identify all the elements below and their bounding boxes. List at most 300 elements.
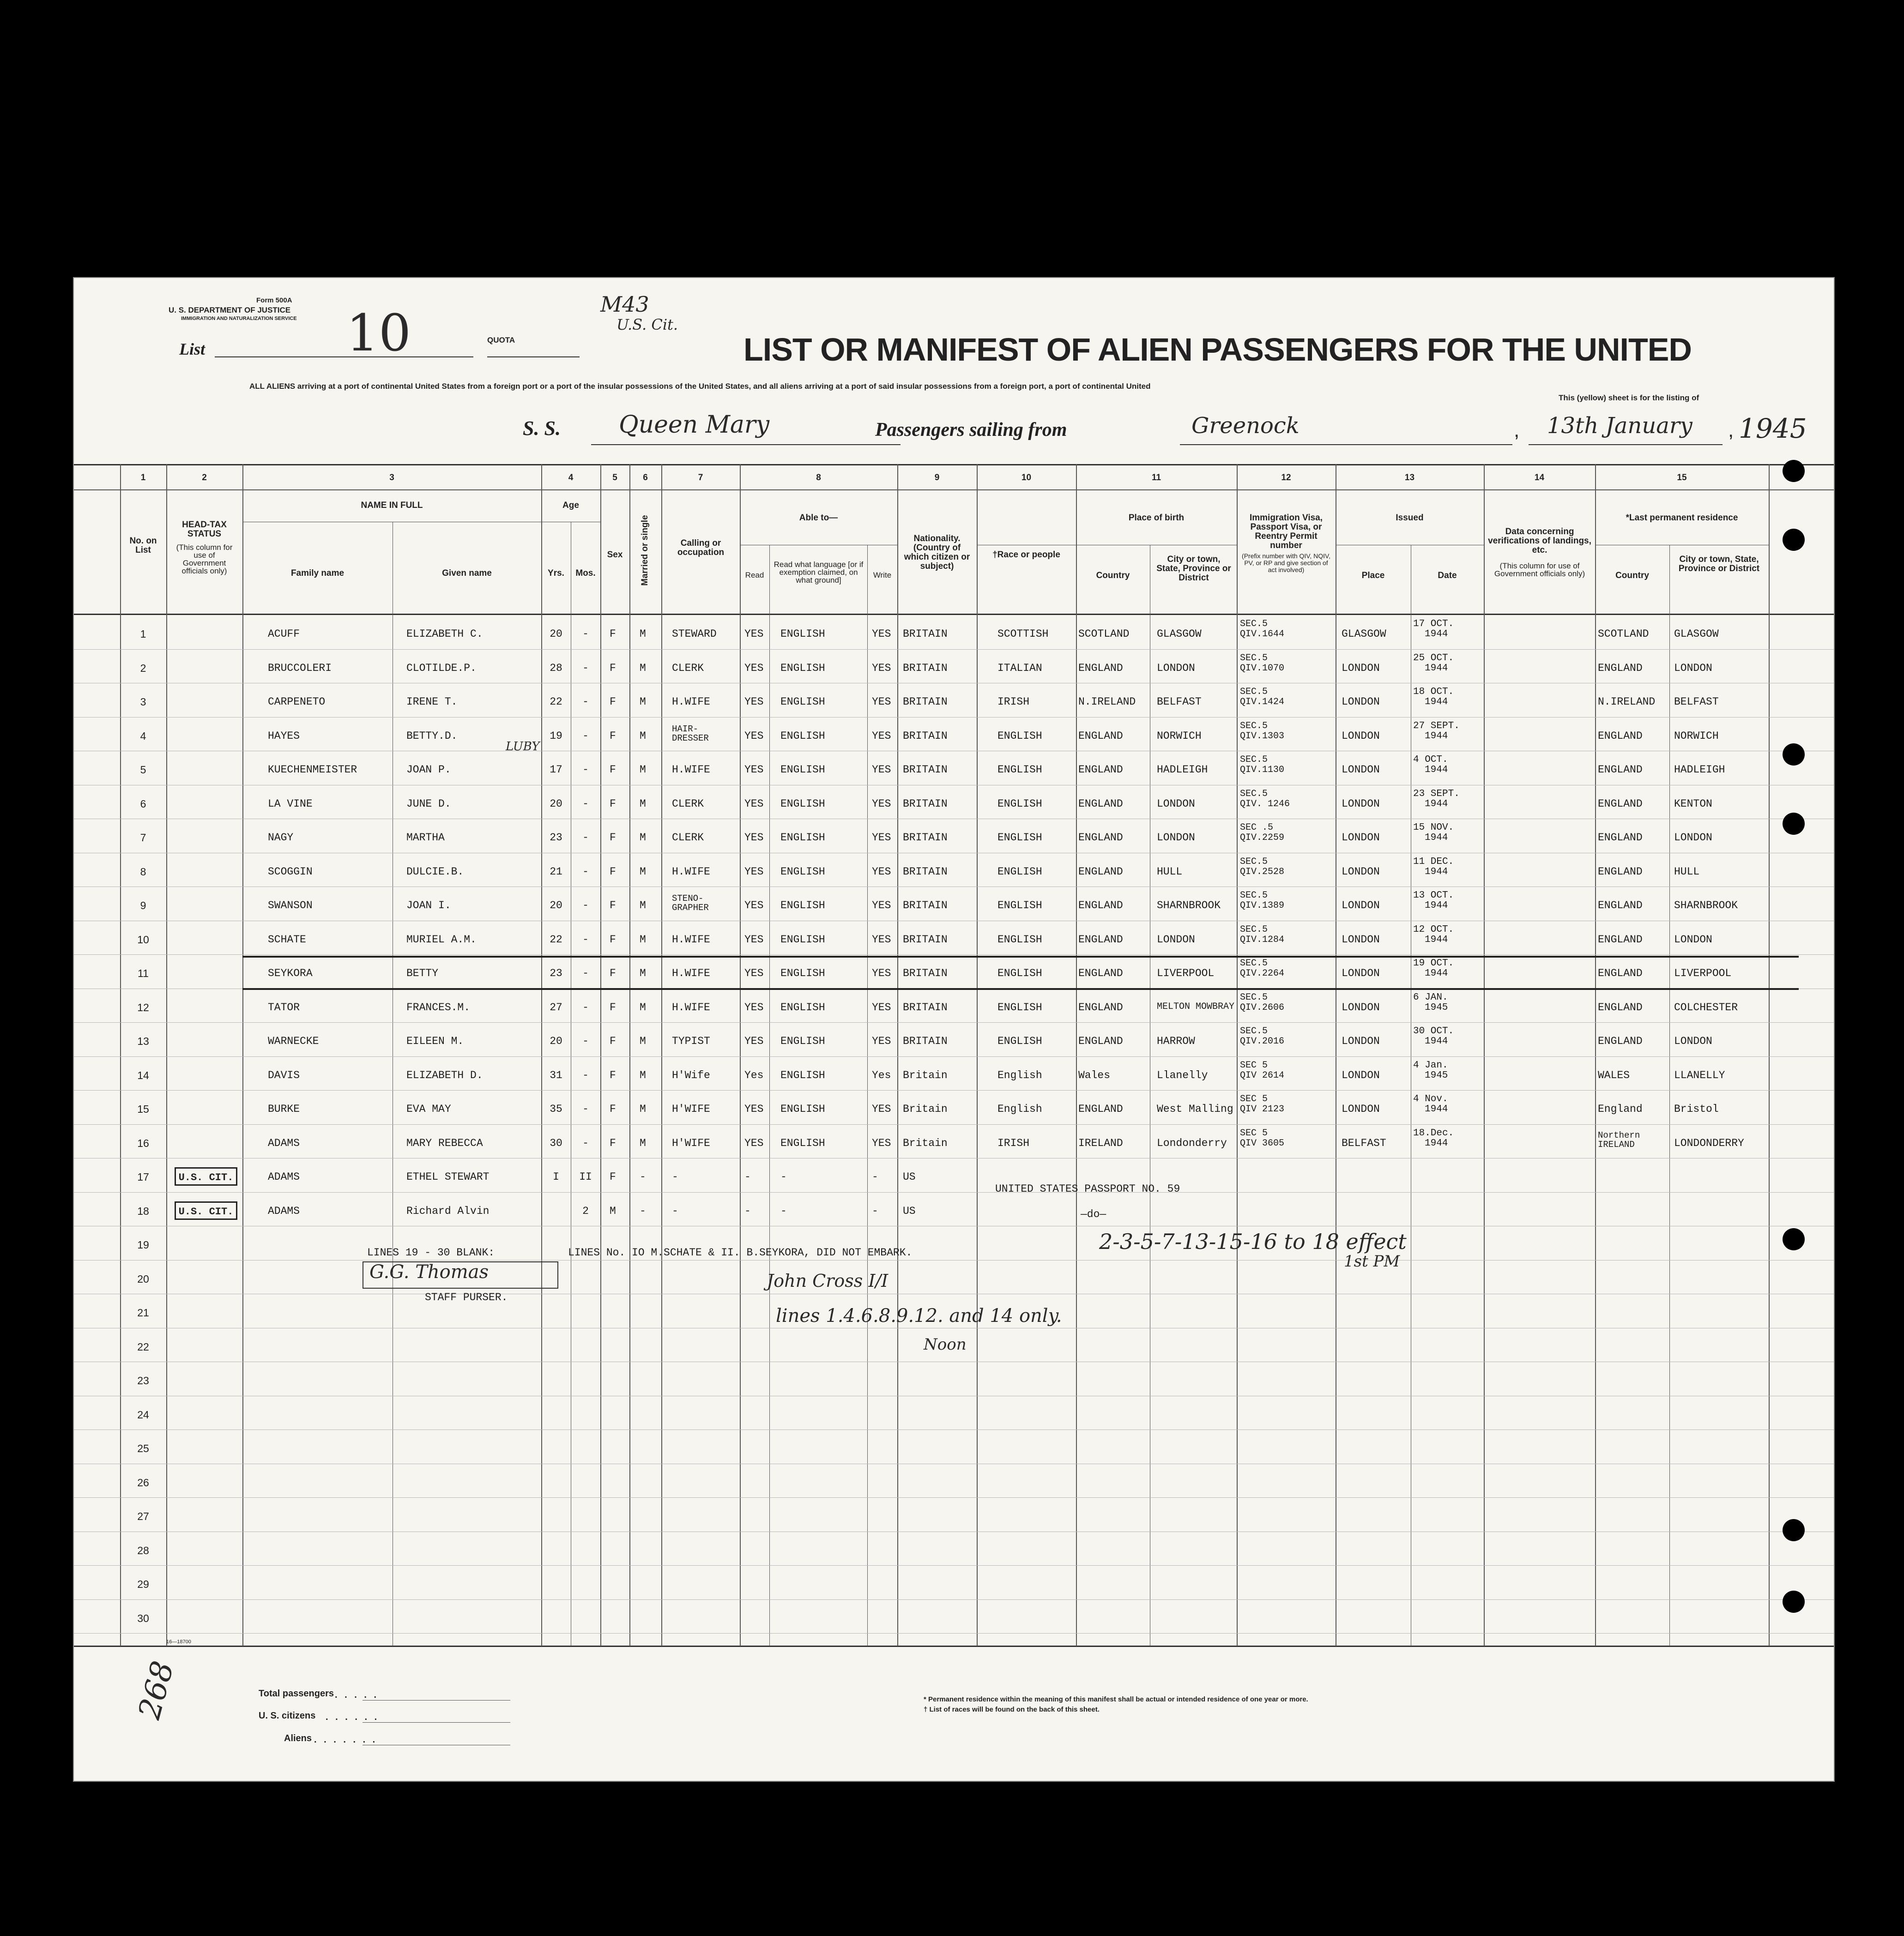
issued-date: 30 OCT. — [1413, 1026, 1454, 1037]
read: YES — [744, 662, 764, 674]
nationality: Britain — [903, 1069, 948, 1081]
visa-section: SEC.5 — [1240, 1026, 1268, 1037]
header-no-on-list: No. on List — [129, 536, 157, 555]
marital-status: M — [640, 1035, 646, 1047]
visa-number: QIV.1070 — [1240, 663, 1285, 674]
margin-note-us-cit: U.S. Cit. — [617, 316, 678, 333]
header-birth-city: City or town, State, Province or District — [1156, 555, 1231, 583]
read-language: ENGLISH — [780, 1137, 825, 1149]
occupation: HAIR-DRESSER — [672, 724, 709, 743]
occupation: CLERK — [672, 798, 704, 810]
departure-port: Greenock — [1191, 413, 1300, 439]
col-num-15: 15 — [1677, 473, 1687, 482]
nationality: BRITAIN — [903, 934, 948, 946]
residence-city: SHARNBROOK — [1674, 899, 1738, 911]
write: - — [872, 1205, 878, 1217]
birth-country: ENGLAND — [1078, 662, 1123, 674]
read-language: ENGLISH — [780, 662, 825, 674]
write: YES — [872, 1035, 891, 1047]
purser-signature: G.G. Thomas — [369, 1261, 489, 1283]
write: YES — [872, 967, 891, 979]
sex: F — [610, 764, 616, 776]
family-name: LA VINE — [268, 798, 313, 810]
issued-date: 18 OCT. — [1413, 687, 1454, 697]
row-rule — [74, 1022, 1834, 1023]
birth-country: ENGLAND — [1078, 730, 1123, 742]
occupation: H.WIFE — [672, 967, 710, 979]
residence-city: LONDON — [1674, 934, 1712, 946]
header-given-name: Given name — [442, 568, 492, 578]
race: ENGLISH — [997, 967, 1042, 979]
sex: F — [610, 934, 616, 946]
sex: F — [610, 832, 616, 844]
marital-status: M — [640, 967, 646, 979]
sex: F — [610, 967, 616, 979]
read-language: - — [780, 1171, 787, 1183]
birth-country: ENGLAND — [1078, 967, 1123, 979]
birth-city: LONDON — [1157, 832, 1195, 844]
ship-name: Queen Mary — [619, 411, 770, 439]
read: YES — [744, 798, 764, 810]
department-name: U. S. DEPARTMENT OF JUSTICE — [169, 306, 291, 314]
officer-signature: John Cross I/I — [767, 1271, 889, 1291]
issued-place: LONDON — [1342, 1069, 1380, 1081]
given-name: JUNE D. — [406, 798, 451, 810]
visa-section: SEC .5 — [1240, 822, 1274, 833]
issued-date: 6 JAN. — [1413, 992, 1448, 1003]
read-language: ENGLISH — [780, 628, 825, 640]
family-name: ACUFF — [268, 628, 300, 640]
nationality: US — [903, 1205, 916, 1217]
col-num-2: 2 — [202, 473, 207, 482]
line-number: 9 — [140, 899, 146, 911]
family-name: BURKE — [268, 1103, 300, 1115]
handwritten-lines-note: lines 1.4.6.8.9.12. and 14 only. — [776, 1305, 1062, 1327]
visa-section: SEC.5 — [1240, 619, 1268, 629]
col-num-7: 7 — [698, 473, 703, 482]
occupation: H'Wife — [672, 1069, 710, 1081]
write: - — [872, 1171, 878, 1183]
col-num-12: 12 — [1281, 473, 1291, 482]
header-mos: Mos. — [575, 568, 596, 578]
write: YES — [872, 866, 891, 878]
line-number: 2 — [140, 662, 146, 674]
issued-place: LONDON — [1342, 1103, 1380, 1115]
col-num-13: 13 — [1404, 473, 1415, 482]
header-issued-date: Date — [1438, 571, 1457, 580]
header-write: Write — [873, 571, 892, 579]
read-language: ENGLISH — [780, 832, 825, 844]
birth-city: LONDON — [1157, 798, 1195, 810]
issued-place: LONDON — [1342, 730, 1380, 742]
marital-status: M — [640, 1069, 646, 1081]
sex: F — [610, 1001, 616, 1013]
us-citizen-stamp: U.S. CIT. — [175, 1201, 237, 1220]
birth-city: HULL — [1157, 866, 1183, 878]
nationality: Britain — [903, 1137, 948, 1149]
footer-note-residence: * Permanent residence within the meaning of this manifest shall be actual or intended residence of one year or more. — [924, 1695, 1308, 1703]
given-name: JOAN I. — [406, 899, 451, 911]
issued-year: 1944 — [1425, 935, 1448, 945]
occupation: H.WIFE — [672, 1001, 710, 1013]
read: YES — [744, 832, 764, 844]
occupation: CLERK — [672, 832, 704, 844]
visa-number: QIV.1424 — [1240, 697, 1285, 707]
header-issued: Issued — [1396, 513, 1424, 523]
sex: F — [610, 1069, 616, 1081]
read-language: ENGLISH — [780, 1069, 825, 1081]
age-months: - — [582, 696, 589, 708]
total-passengers-label: Total passengers — [259, 1689, 334, 1699]
col-num-6: 6 — [643, 473, 648, 482]
header-married: Married or single — [640, 515, 650, 586]
birth-city: West Malling — [1157, 1103, 1233, 1115]
issued-year: 1944 — [1425, 697, 1448, 707]
birth-country: Wales — [1078, 1069, 1111, 1081]
list-underline — [215, 356, 473, 357]
header-last-residence: *Last permanent residence — [1626, 513, 1738, 523]
birth-city: BELFAST — [1157, 696, 1202, 708]
sex: F — [610, 1103, 616, 1115]
header-head-tax-note: (This column for use of Government officials only) — [176, 543, 233, 575]
race: ENGLISH — [997, 1001, 1042, 1013]
line-number: 1 — [140, 628, 146, 640]
visa-section: SEC.5 — [1240, 992, 1268, 1003]
read-language: ENGLISH — [780, 899, 825, 911]
read-language: - — [780, 1205, 787, 1217]
write: YES — [872, 832, 891, 844]
issued-year: 1944 — [1425, 663, 1448, 674]
marital-status: M — [640, 1103, 646, 1115]
issued-place: LONDON — [1342, 1035, 1380, 1047]
visa-section: SEC 5 — [1240, 1128, 1268, 1139]
visa-number: QIV.2259 — [1240, 832, 1285, 843]
residence-city: NORWICH — [1674, 730, 1719, 742]
line-number: 24 — [137, 1409, 149, 1421]
birth-country: ENGLAND — [1078, 899, 1123, 911]
issued-date: 25 OCT. — [1413, 653, 1454, 663]
sex: F — [610, 1171, 616, 1183]
birth-city: GLASGOW — [1157, 628, 1202, 640]
visa-number: QIV.1644 — [1240, 629, 1285, 639]
residence-country: England — [1598, 1103, 1643, 1115]
residence-city: HADLEIGH — [1674, 764, 1725, 776]
nationality: BRITAIN — [903, 696, 948, 708]
visa-section: SEC.5 — [1240, 653, 1268, 663]
line-number: 27 — [137, 1510, 149, 1522]
race: ENGLISH — [997, 832, 1042, 844]
marital-status: M — [640, 1137, 646, 1149]
header-age: Age — [562, 501, 579, 510]
marital-status: M — [640, 696, 646, 708]
sex: F — [610, 696, 616, 708]
visa-number: QIV.2016 — [1240, 1036, 1285, 1047]
issued-year: 1945 — [1425, 1002, 1448, 1013]
race: ENGLISH — [997, 1035, 1042, 1047]
line-number: 28 — [137, 1544, 149, 1556]
given-name: DULCIE.B. — [406, 866, 464, 878]
visa-section: SEC.5 — [1240, 789, 1268, 799]
service-name: IMMIGRATION AND NATURALIZATION SERVICE — [181, 316, 297, 321]
nationality: BRITAIN — [903, 764, 948, 776]
read: YES — [744, 1035, 764, 1047]
dots-2: . . . . . . — [326, 1712, 380, 1722]
signature-box — [363, 1261, 558, 1289]
punch-hole — [1783, 813, 1805, 835]
issued-place: LONDON — [1342, 899, 1380, 911]
residence-city: HULL — [1674, 866, 1700, 878]
line-number: 10 — [137, 934, 149, 946]
read-language: ENGLISH — [780, 1035, 825, 1047]
visa-section: SEC.5 — [1240, 754, 1268, 765]
age-months: - — [582, 1001, 589, 1013]
family-name: NAGY — [268, 832, 294, 844]
line-number: 14 — [137, 1069, 149, 1081]
sex: F — [610, 866, 616, 878]
us-citizen-stamp: U.S. CIT. — [175, 1167, 237, 1186]
col-number-rule — [74, 489, 1834, 490]
aliens-label: Aliens — [284, 1733, 312, 1743]
residence-city: LONDONDERRY — [1674, 1137, 1744, 1149]
issued-date: 4 OCT. — [1413, 754, 1448, 765]
row-rule — [74, 1565, 1834, 1566]
birth-city: Llanelly — [1157, 1069, 1208, 1081]
issued-place: LONDON — [1342, 934, 1380, 946]
issued-year: 1944 — [1425, 731, 1448, 742]
age-months: - — [582, 1035, 589, 1047]
issued-date: 15 NOV. — [1413, 822, 1454, 833]
row-rule — [74, 1192, 1834, 1193]
race: ENGLISH — [997, 730, 1042, 742]
visa-number: QIV. 1246 — [1240, 799, 1290, 809]
visa-number: QIV.1130 — [1240, 765, 1285, 775]
race: ITALIAN — [997, 662, 1042, 674]
sex: F — [610, 1137, 616, 1149]
header-head-tax: HEAD-TAX STATUS — [182, 520, 227, 539]
residence-country: ENGLAND — [1598, 934, 1643, 946]
header-nationality: Nationality. (Country of which citizen or subject) — [904, 534, 970, 571]
issued-date: 23 SEPT. — [1413, 789, 1460, 799]
marital-status: M — [640, 1001, 646, 1013]
issued-date: 27 SEPT. — [1413, 721, 1460, 731]
nationality: BRITAIN — [903, 899, 948, 911]
given-name: BETTY — [406, 967, 439, 979]
birth-city: Londonderry — [1157, 1137, 1227, 1149]
footer-note-races: † List of races will be found on the back of this sheet. — [924, 1706, 1100, 1713]
birth-city: HADLEIGH — [1157, 764, 1208, 776]
list-label: List — [179, 340, 206, 358]
age-months: - — [582, 730, 589, 742]
birth-country: N.IRELAND — [1078, 696, 1136, 708]
read: YES — [744, 1001, 764, 1013]
birth-country: SCOTLAND — [1078, 628, 1130, 640]
visa-section: SEC.5 — [1240, 721, 1268, 731]
age-years: 20 — [550, 1035, 562, 1047]
family-name: ADAMS — [268, 1205, 300, 1217]
given-name: IRENE T. — [406, 696, 458, 708]
residence-country: ENGLAND — [1598, 798, 1643, 810]
punch-hole — [1783, 529, 1805, 551]
occupation: H'WIFE — [672, 1103, 710, 1115]
visa-section: SEC.5 — [1240, 958, 1268, 969]
line-number: 23 — [137, 1375, 149, 1387]
residence-city: Bristol — [1674, 1103, 1719, 1115]
age-years: 20 — [550, 628, 562, 640]
row-rule — [74, 649, 1834, 650]
birth-country: IRELAND — [1078, 1137, 1123, 1149]
residence-country: ENGLAND — [1598, 866, 1643, 878]
sex: M — [610, 1205, 616, 1217]
issued-year: 1944 — [1425, 867, 1448, 877]
visa-number: QIV.2264 — [1240, 968, 1285, 979]
visa-number: QIV.2528 — [1240, 867, 1285, 877]
residence-country: Northern IRELAND — [1598, 1130, 1640, 1150]
read-language: ENGLISH — [780, 934, 825, 946]
line-number: 22 — [137, 1341, 149, 1353]
age-years: 22 — [550, 696, 562, 708]
write: YES — [872, 899, 891, 911]
read: YES — [744, 1137, 764, 1149]
dots-3: . . . . . . . — [314, 1735, 378, 1745]
residence-country: ENGLAND — [1598, 662, 1643, 674]
col-num-8: 8 — [816, 473, 821, 482]
birth-country: ENGLAND — [1078, 1103, 1123, 1115]
read: YES — [744, 967, 764, 979]
col-num-10: 10 — [1021, 473, 1032, 482]
occupation: H.WIFE — [672, 696, 710, 708]
issued-date: 18.Dec. — [1413, 1128, 1454, 1139]
issued-year: 1944 — [1425, 799, 1448, 809]
marital-status: - — [640, 1171, 646, 1183]
birth-city: SHARNBROOK — [1157, 899, 1221, 911]
residence-city: BELFAST — [1674, 696, 1719, 708]
age-years: I — [553, 1171, 559, 1183]
punch-hole — [1783, 460, 1805, 482]
residence-country: ENGLAND — [1598, 764, 1643, 776]
quota-underline — [487, 356, 580, 357]
read: YES — [744, 1103, 764, 1115]
header-bottom-rule — [74, 614, 1834, 615]
sailing-date: 13th January — [1547, 413, 1692, 439]
header-sex: Sex — [607, 550, 623, 560]
line-number: 26 — [137, 1477, 149, 1489]
line-number: 6 — [140, 798, 146, 810]
age-months: - — [582, 764, 589, 776]
given-name: FRANCES.M. — [406, 1001, 471, 1013]
family-name: SCOGGIN — [268, 866, 313, 878]
header-calling: Calling or occupation — [677, 538, 725, 557]
table-top-rule — [74, 464, 1834, 465]
col-num-14: 14 — [1534, 473, 1545, 482]
header-family-name: Family name — [290, 568, 345, 578]
residence-country: ENGLAND — [1598, 1035, 1643, 1047]
age-years: 31 — [550, 1069, 562, 1081]
issued-year: 1945 — [1425, 1070, 1448, 1081]
read: YES — [744, 628, 764, 640]
read: YES — [744, 899, 764, 911]
header-issued-place: Place — [1361, 571, 1385, 580]
ship-underline — [591, 444, 901, 445]
sailing-label: Passengers sailing from — [875, 419, 1067, 440]
nationality: Britain — [903, 1103, 948, 1115]
birth-city: LONDON — [1157, 662, 1195, 674]
write: YES — [872, 1137, 891, 1149]
issued-place: LONDON — [1342, 866, 1380, 878]
visa-section: SEC.5 — [1240, 687, 1268, 697]
residence-country: ENGLAND — [1598, 967, 1643, 979]
given-name: Richard Alvin — [406, 1205, 490, 1217]
age-months: - — [582, 628, 589, 640]
occupation: TYPIST — [672, 1035, 710, 1047]
residence-country: ENGLAND — [1598, 832, 1643, 844]
read-language: ENGLISH — [780, 798, 825, 810]
family-name: WARNECKE — [268, 1035, 319, 1047]
header-birth-country: Country — [1096, 571, 1130, 580]
family-name: BRUCCOLERI — [268, 662, 332, 674]
visa-section: SEC 5 — [1240, 1060, 1268, 1071]
marital-status: M — [640, 934, 646, 946]
age-months: 2 — [582, 1205, 589, 1217]
family-name: KUECHENMEISTER — [268, 764, 357, 776]
issued-year: 1944 — [1425, 900, 1448, 911]
port-underline — [1180, 444, 1512, 445]
visa-number: QIV 2123 — [1240, 1104, 1285, 1115]
race: ENGLISH — [997, 764, 1042, 776]
date-underline — [1529, 444, 1723, 445]
passport-note-17: UNITED STATES PASSPORT NO. 59 — [995, 1183, 1180, 1195]
punch-hole — [1783, 1519, 1805, 1541]
row-rule — [74, 1599, 1834, 1600]
line-number: 5 — [140, 764, 146, 776]
write: YES — [872, 1103, 891, 1115]
age-months: - — [582, 899, 589, 911]
age-years: 27 — [550, 1001, 562, 1013]
family-name: HAYES — [268, 730, 300, 742]
read-language: ENGLISH — [780, 967, 825, 979]
purser-title: STAFF PURSER. — [425, 1291, 508, 1303]
family-name: CARPENETO — [268, 696, 326, 708]
occupation: H.WIFE — [672, 934, 710, 946]
age-months: - — [582, 832, 589, 844]
given-name: EILEEN M. — [406, 1035, 464, 1047]
read: YES — [744, 866, 764, 878]
issued-place: GLASGOW — [1342, 628, 1386, 640]
race: ENGLISH — [997, 934, 1042, 946]
age-months: - — [582, 967, 589, 979]
age-years: 28 — [550, 662, 562, 674]
read-language: ENGLISH — [780, 696, 825, 708]
race: ENGLISH — [997, 899, 1042, 911]
row-rule — [74, 1497, 1834, 1498]
strike-line-11 — [242, 988, 1799, 990]
header-landings-note: (This column for use of Government officials only) — [1494, 561, 1585, 578]
quota-label: QUOTA — [487, 336, 515, 344]
manifest-title: LIST OR MANIFEST OF ALIEN PASSENGERS FOR THE UNITED — [743, 332, 1692, 368]
punch-hole — [1783, 743, 1805, 766]
punch-hole — [1783, 1228, 1805, 1250]
marital-status: M — [640, 832, 646, 844]
issued-year: 1944 — [1425, 1138, 1448, 1149]
issued-place: LONDON — [1342, 696, 1380, 708]
line-number: 20 — [137, 1273, 149, 1285]
line-number: 19 — [137, 1239, 149, 1251]
family-name: SCHATE — [268, 934, 306, 946]
row-rule — [74, 1633, 1834, 1634]
issued-place: BELFAST — [1342, 1137, 1386, 1149]
header-visa-note: (Prefix number with QIV, NQIV, PV, or RP and give section of act involved) — [1242, 552, 1330, 573]
nationality: BRITAIN — [903, 662, 948, 674]
birth-country: ENGLAND — [1078, 934, 1123, 946]
